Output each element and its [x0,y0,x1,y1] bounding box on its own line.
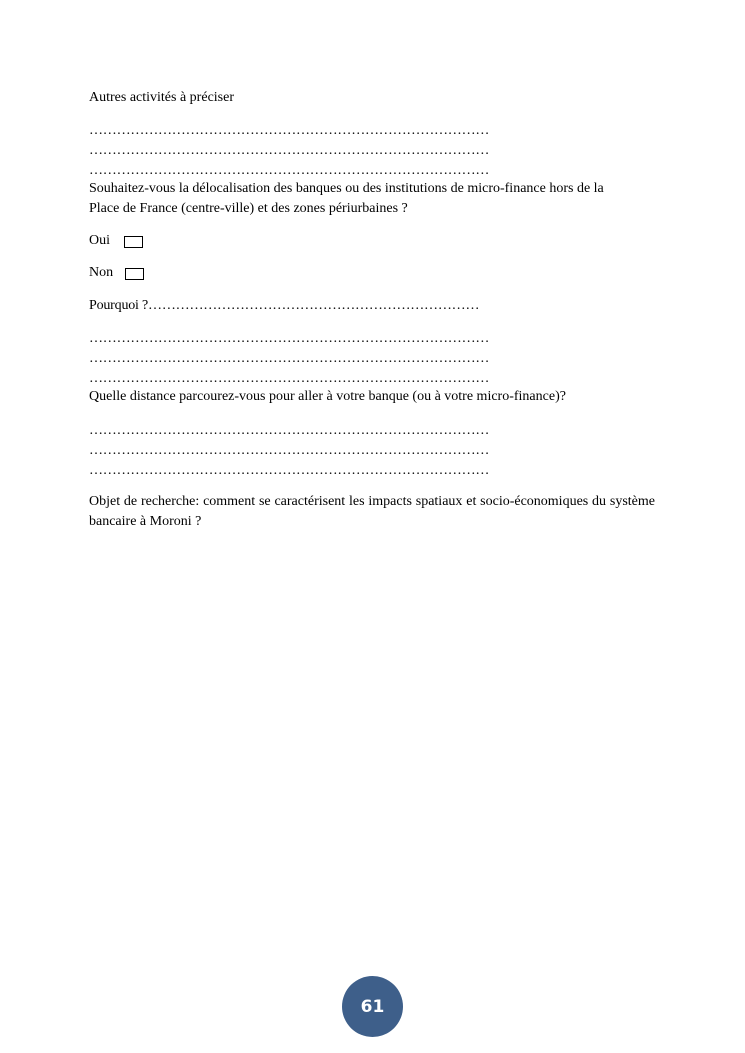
question-distance: Quelle distance parcourez-vous pour aller à votre banque (ou à votre micro-finance)? [89,389,566,404]
answer-line: …………………………………………………………………………… [89,163,490,178]
page-number-badge [342,976,403,1037]
page-number: 61 [360,996,385,1017]
answer-line: …………………………………………………………………………… [89,423,490,438]
question-other-activities: Autres activités à préciser [89,90,234,105]
no-checkbox[interactable] [125,268,144,280]
why-prompt: Pourquoi ?……………………………………………………………… [89,298,480,313]
answer-line: …………………………………………………………………………… [89,351,490,366]
answer-line: …………………………………………………………………………… [89,371,490,386]
yes-checkbox[interactable] [124,236,143,248]
answer-line: …………………………………………………………………………… [89,143,490,158]
answer-line: …………………………………………………………………………… [89,123,490,138]
answer-line: …………………………………………………………………………… [89,443,490,458]
option-yes-label: Oui [89,233,110,248]
answer-line: …………………………………………………………………………… [89,463,490,478]
research-object: Objet de recherche: comment se caractérisent les impacts spatiaux et socio-économiques du système bancaire à Moroni ? [89,494,655,529]
answer-line: …………………………………………………………………………… [89,331,490,346]
option-no-label: Non [89,265,114,280]
question-relocation-line2: Place de France (centre-ville) et des zones périurbaines ? [89,201,408,216]
question-relocation-line1: Souhaitez-vous la délocalisation des banques ou des institutions de micro-finance hors de la [89,181,604,196]
